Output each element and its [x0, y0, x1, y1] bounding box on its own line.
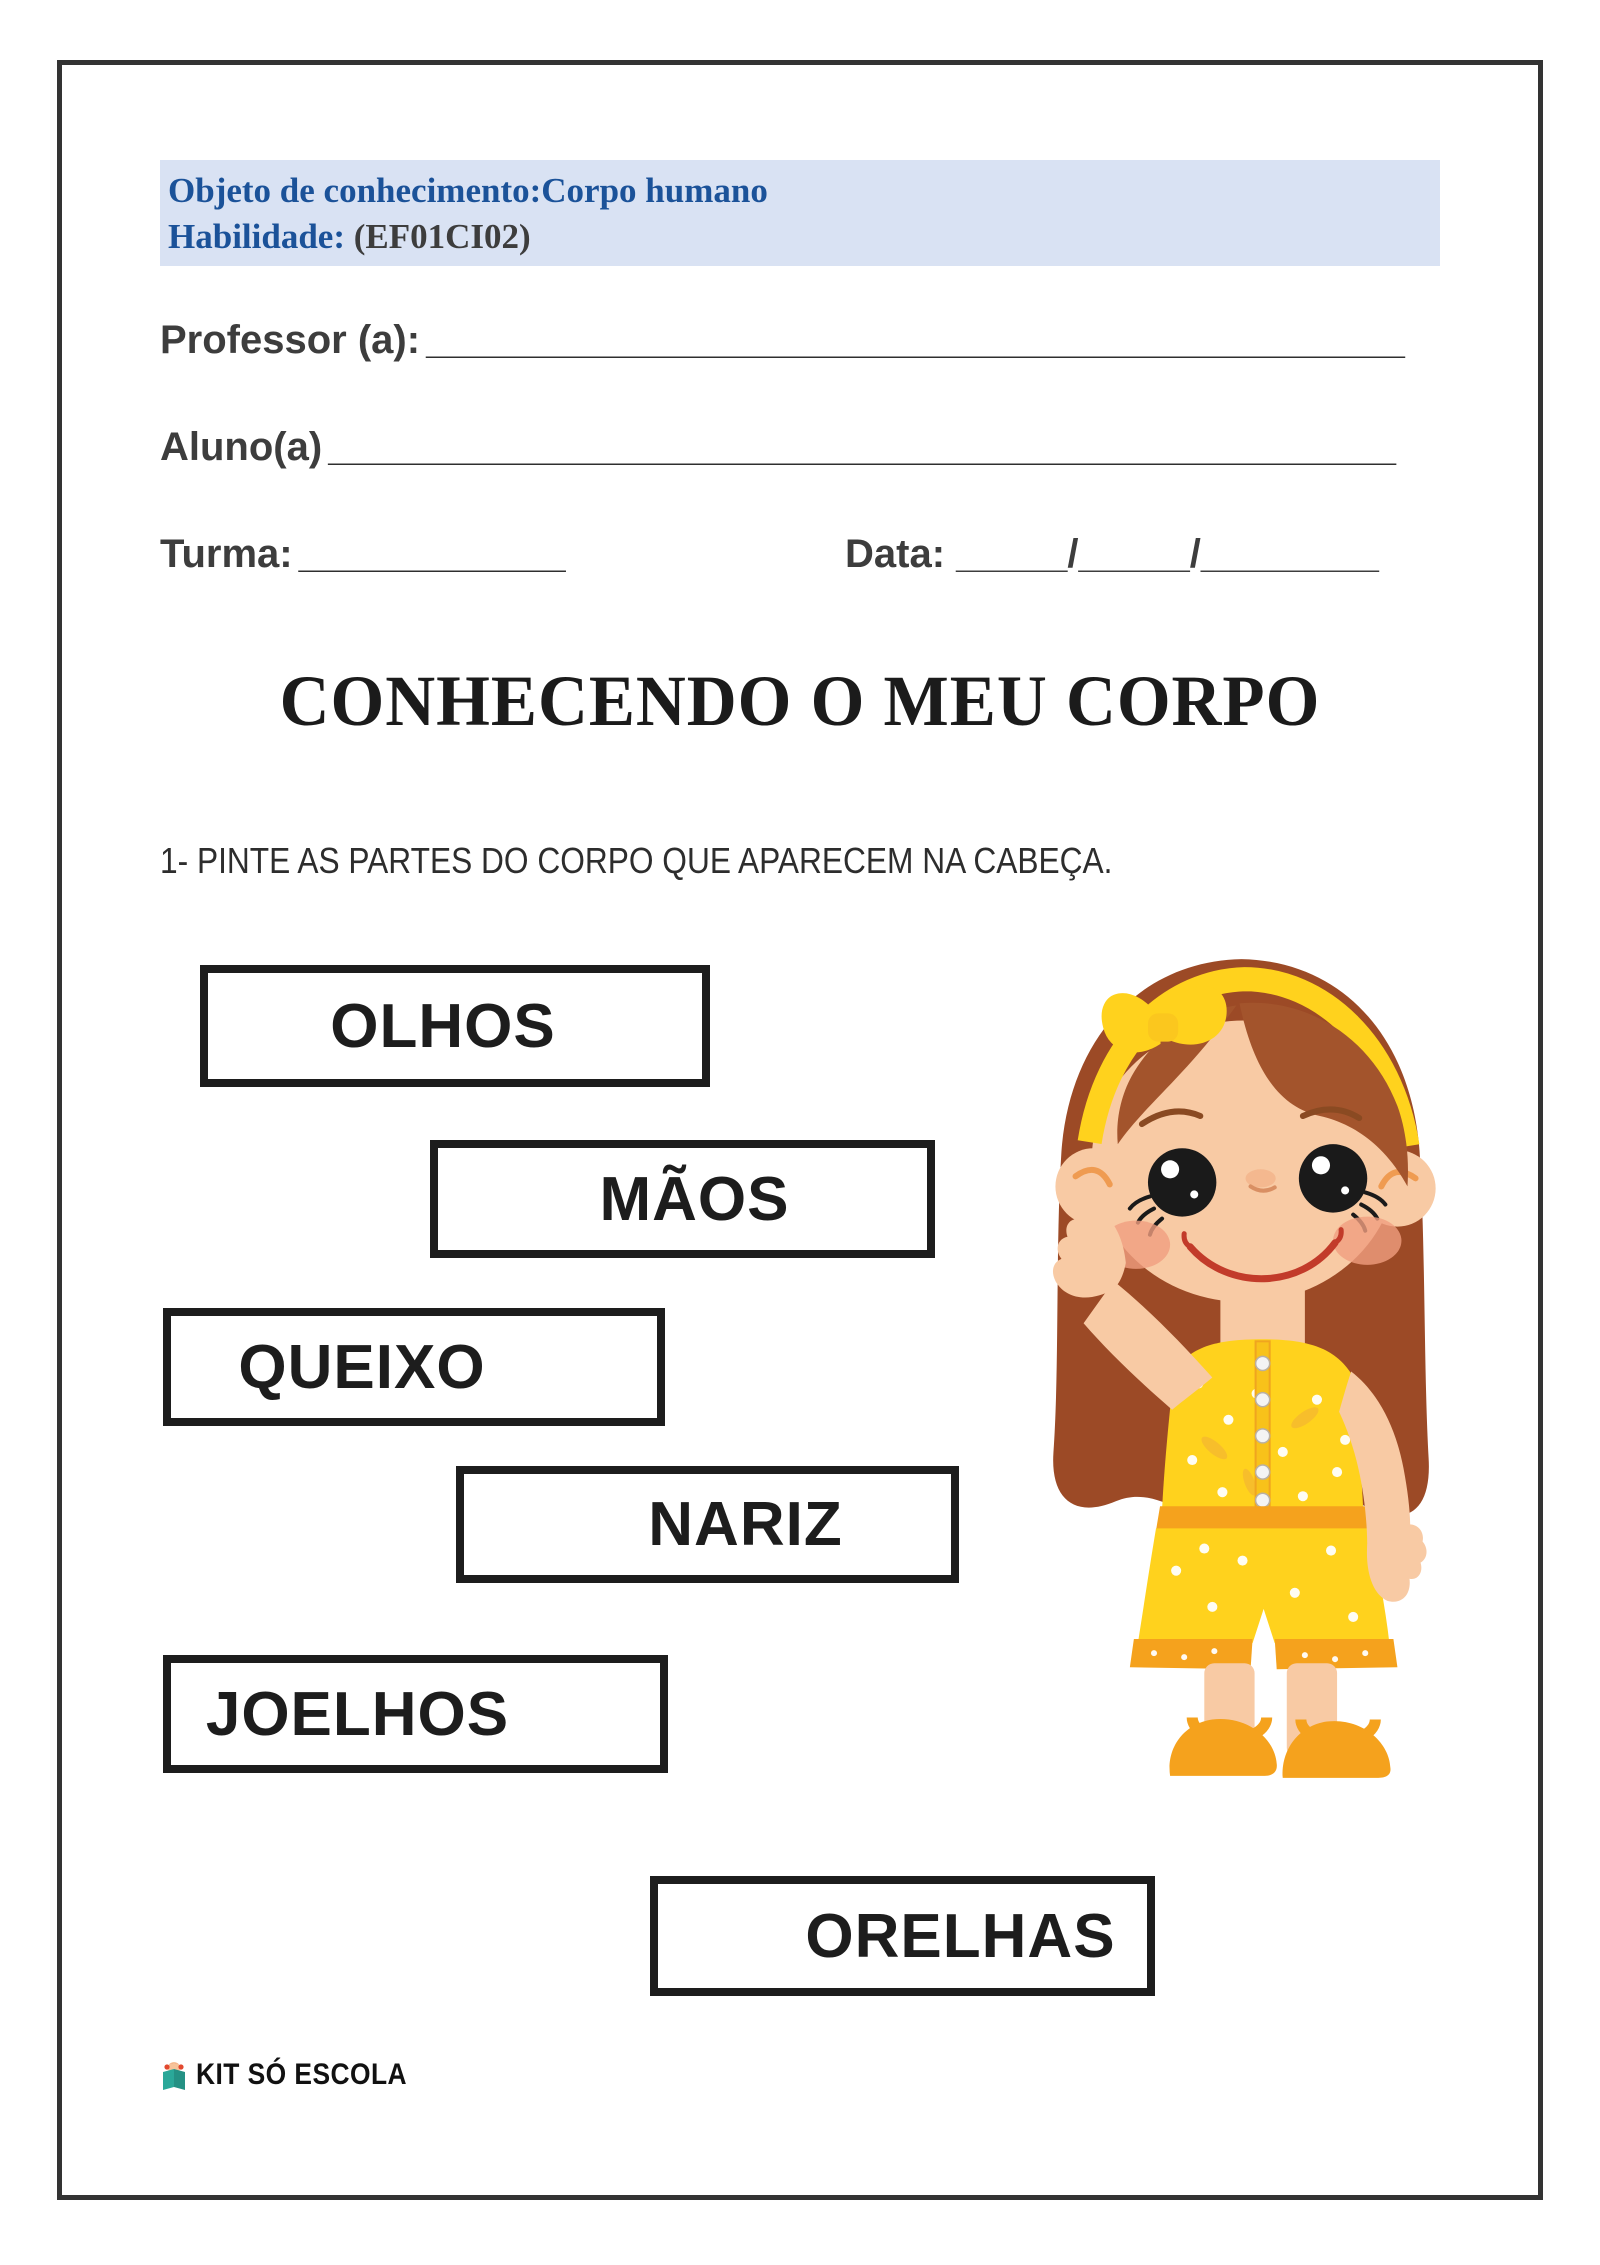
waistband: [1156, 1506, 1369, 1530]
footer-brand: [160, 2058, 436, 2092]
eye-highlight: [1341, 1186, 1349, 1194]
data-label: Data:: [845, 532, 946, 576]
eye-highlight: [1190, 1190, 1198, 1198]
header-line-habilidade: [168, 214, 1440, 260]
objeto-value: Corpo humano: [541, 171, 768, 210]
word-box-maos[interactable]: [430, 1140, 935, 1258]
word-box-label: NARIZ: [648, 1490, 843, 1559]
data-field: [845, 532, 1379, 577]
professor-label: Professor (a):: [160, 318, 421, 362]
word-box-label: OLHOS: [330, 991, 556, 1061]
word-box-label: MÃOS: [599, 1164, 790, 1234]
word-box-label: ORELHAS: [805, 1901, 1116, 1971]
header-banner: [160, 160, 1440, 266]
word-box-joelhos[interactable]: [163, 1655, 668, 1773]
girl-shorts: [1138, 1528, 1389, 1643]
girl-hand-down: [1367, 1523, 1427, 1601]
waving-girl-illustration: [1012, 945, 1467, 1800]
word-box-olhos[interactable]: [200, 965, 710, 1087]
word-box-label: JOELHOS: [205, 1679, 510, 1749]
blush-right: [1333, 1217, 1401, 1265]
eye-highlight: [1161, 1160, 1179, 1178]
girl-eye-right: [1299, 1144, 1367, 1212]
question-1-text: 1- PINTE AS PARTES DO CORPO QUE APARECEM NA CABEÇA.: [160, 840, 1113, 881]
word-box-queixo[interactable]: [163, 1308, 665, 1426]
data-write-line[interactable]: _____/_____/________: [956, 532, 1379, 576]
aluno-row: [160, 425, 1415, 470]
habilidade-label: Habilidade:: [168, 217, 345, 256]
habilidade-code: (EF01CI02): [353, 217, 531, 256]
objeto-label: Objeto de conhecimento:: [168, 171, 542, 210]
aluno-write-line[interactable]: ________________________________________________: [328, 425, 1396, 469]
worksheet-title: CONHECENDO O MEU CORPO: [279, 661, 1321, 741]
bow-knot: [1148, 1013, 1178, 1041]
turma-field: [160, 532, 760, 577]
header-line-objeto: [168, 168, 1440, 214]
brand-name: KIT SÓ ESCOLA: [196, 2058, 408, 2091]
turma-write-line[interactable]: ____________: [298, 532, 566, 576]
word-box-orelhas[interactable]: [650, 1876, 1155, 1996]
reading-child-logo-icon: [160, 2059, 190, 2091]
girl-eye-left: [1148, 1148, 1216, 1216]
professor-row: [160, 318, 1415, 363]
word-box-nariz[interactable]: [456, 1466, 959, 1583]
aluno-label: Aluno(a): [160, 425, 323, 469]
eye-highlight: [1312, 1156, 1330, 1174]
word-box-label: QUEIXO: [238, 1332, 486, 1402]
turma-label: Turma:: [160, 532, 293, 576]
professor-write-line[interactable]: ____________________________________________: [426, 318, 1405, 362]
